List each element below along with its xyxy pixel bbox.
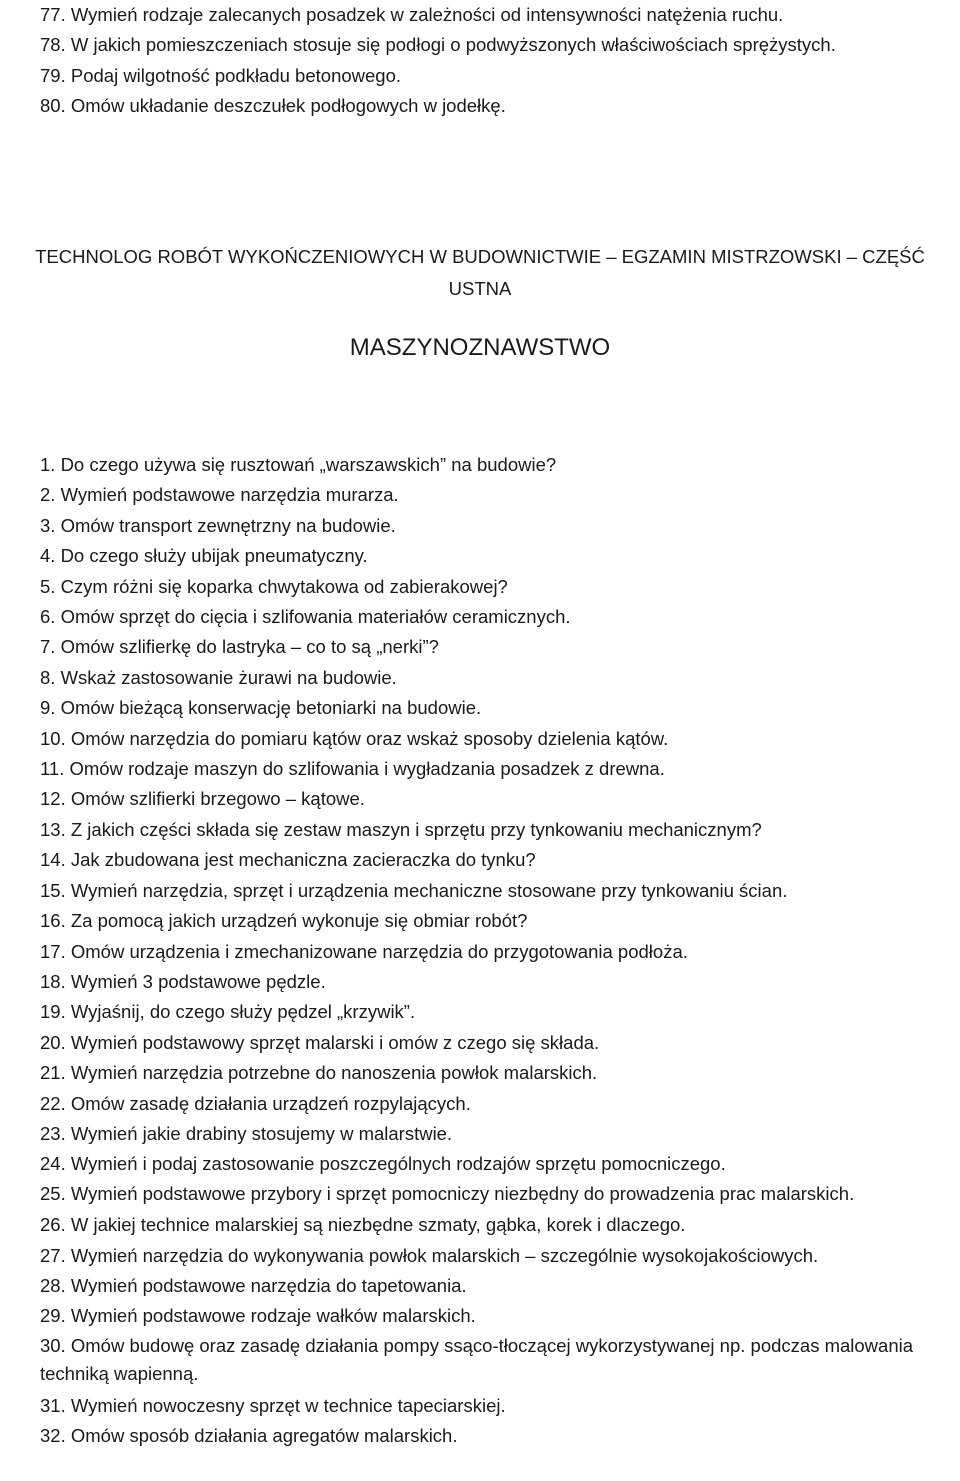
question-item: 9. Omów bieżącą konserwację betoniarki na budowie.	[40, 697, 482, 719]
question-item: 10. Omów narzędzia do pomiaru kątów oraz wskaż sposoby dzielenia kątów.	[40, 727, 669, 749]
question-item: 13. Z jakich części składa się zestaw maszyn i sprzętu przy tynkowaniu mechanicznym?	[40, 818, 762, 840]
question-item: 80. Omów układanie deszczułek podłogowych w jodełkę.	[40, 95, 506, 117]
question-item: 21. Wymień narzędzia potrzebne do nanoszenia powłok malarskich.	[40, 1062, 598, 1084]
question-item: 12. Omów szlifierki brzegowo – kątowe.	[40, 788, 365, 810]
question-item: 18. Wymień 3 podstawowe pędzle.	[40, 970, 326, 992]
question-item: 25. Wymień podstawowe przybory i sprzęt pomocniczy niezbędny do prowadzenia prac malarskich.	[40, 1182, 855, 1204]
exam-heading-line-1: TECHNOLOG ROBÓT WYKOŃCZENIOWYCH W BUDOWNICTWIE – EGZAMIN MISTRZOWSKI – CZĘŚĆ	[35, 246, 925, 267]
exam-heading-line-2: USTNA	[448, 278, 512, 299]
question-item: 14. Jak zbudowana jest mechaniczna zacieraczka do tynku?	[40, 849, 536, 871]
question-item: 6. Omów sprzęt do cięcia i szlifowania materiałów ceramicznych.	[40, 606, 571, 628]
question-item: 32. Omów sposób działania agregatów malarskich.	[40, 1425, 458, 1447]
question-item: 1. Do czego używa się rusztowań „warszawskich” na budowie?	[40, 454, 557, 475]
question-item: 28. Wymień podstawowe narzędzia do tapetowania.	[40, 1275, 467, 1297]
question-item: 11. Omów rodzaje maszyn do szlifowania i wygładzania posadzek z drewna.	[40, 758, 665, 780]
questions-list	[40, 450, 940, 1452]
question-item: 22. Omów zasadę działania urządzeń rozpylających.	[40, 1092, 471, 1114]
previous-questions-list	[40, 0, 950, 122]
question-item: 24. Wymień i podaj zastosowanie poszczególnych rodzajów sprzętu pomocniczego.	[40, 1153, 726, 1175]
question-item: 2. Wymień podstawowe narzędzia murarza.	[40, 484, 399, 506]
question-item: 26. W jakiej technice malarskiej są niezbędne szmaty, gąbka, korek i dlaczego.	[40, 1214, 686, 1236]
question-item: 27. Wymień narzędzia do wykonywania powłok malarskich – szczególnie wysokojakościowych.	[40, 1244, 819, 1266]
question-item: 78. W jakich pomieszczeniach stosuje się podłogi o podwyższonych właściwościach sprężystych.	[40, 34, 836, 56]
section-title: MASZYNOZNAWSTWO	[349, 334, 611, 361]
question-item: 23. Wymień jakie drabiny stosujemy w malarstwie.	[40, 1122, 453, 1144]
question-item: 19. Wyjaśnij, do czego służy pędzel „krzywik”.	[40, 1001, 416, 1023]
question-item: 79. Podaj wilgotność podkładu betonowego.	[40, 64, 402, 86]
question-item: 8. Wskaż zastosowanie żurawi na budowie.	[40, 666, 397, 688]
question-item: 77. Wymień rodzaje zalecanych posadzek w zależności od intensywności natężenia ruchu.	[40, 4, 784, 25]
question-item: 30. Omów budowę oraz zasadę działania pompy ssąco-tłoczącej wykorzystywanej np. podczas malowania techniką wapienną.	[40, 1334, 914, 1385]
question-item: 5. Czym różni się koparka chwytakowa od zabierakowej?	[40, 575, 508, 597]
question-item: 7. Omów szlifierkę do lastryka – co to są „nerki”?	[40, 636, 439, 658]
question-item: 31. Wymień nowoczesny sprzęt w technice tapeciarskiej.	[40, 1394, 506, 1416]
question-item: 17. Omów urządzenia i zmechanizowane narzędzia do przygotowania podłoża.	[40, 940, 688, 962]
question-item: 29. Wymień podstawowe rodzaje wałków malarskich.	[40, 1305, 476, 1327]
question-item: 3. Omów transport zewnętrzny na budowie.	[40, 514, 396, 536]
question-item: 4. Do czego służy ubijak pneumatyczny.	[40, 545, 368, 567]
question-item: 15. Wymień narzędzia, sprzęt i urządzenia mechaniczne stosowane przy tynkowaniu ścian.	[40, 879, 788, 901]
question-item: 16. Za pomocą jakich urządzeń wykonuje się obmiar robót?	[40, 910, 528, 932]
question-item: 20. Wymień podstawowy sprzęt malarski i omów z czego się składa.	[40, 1031, 600, 1053]
